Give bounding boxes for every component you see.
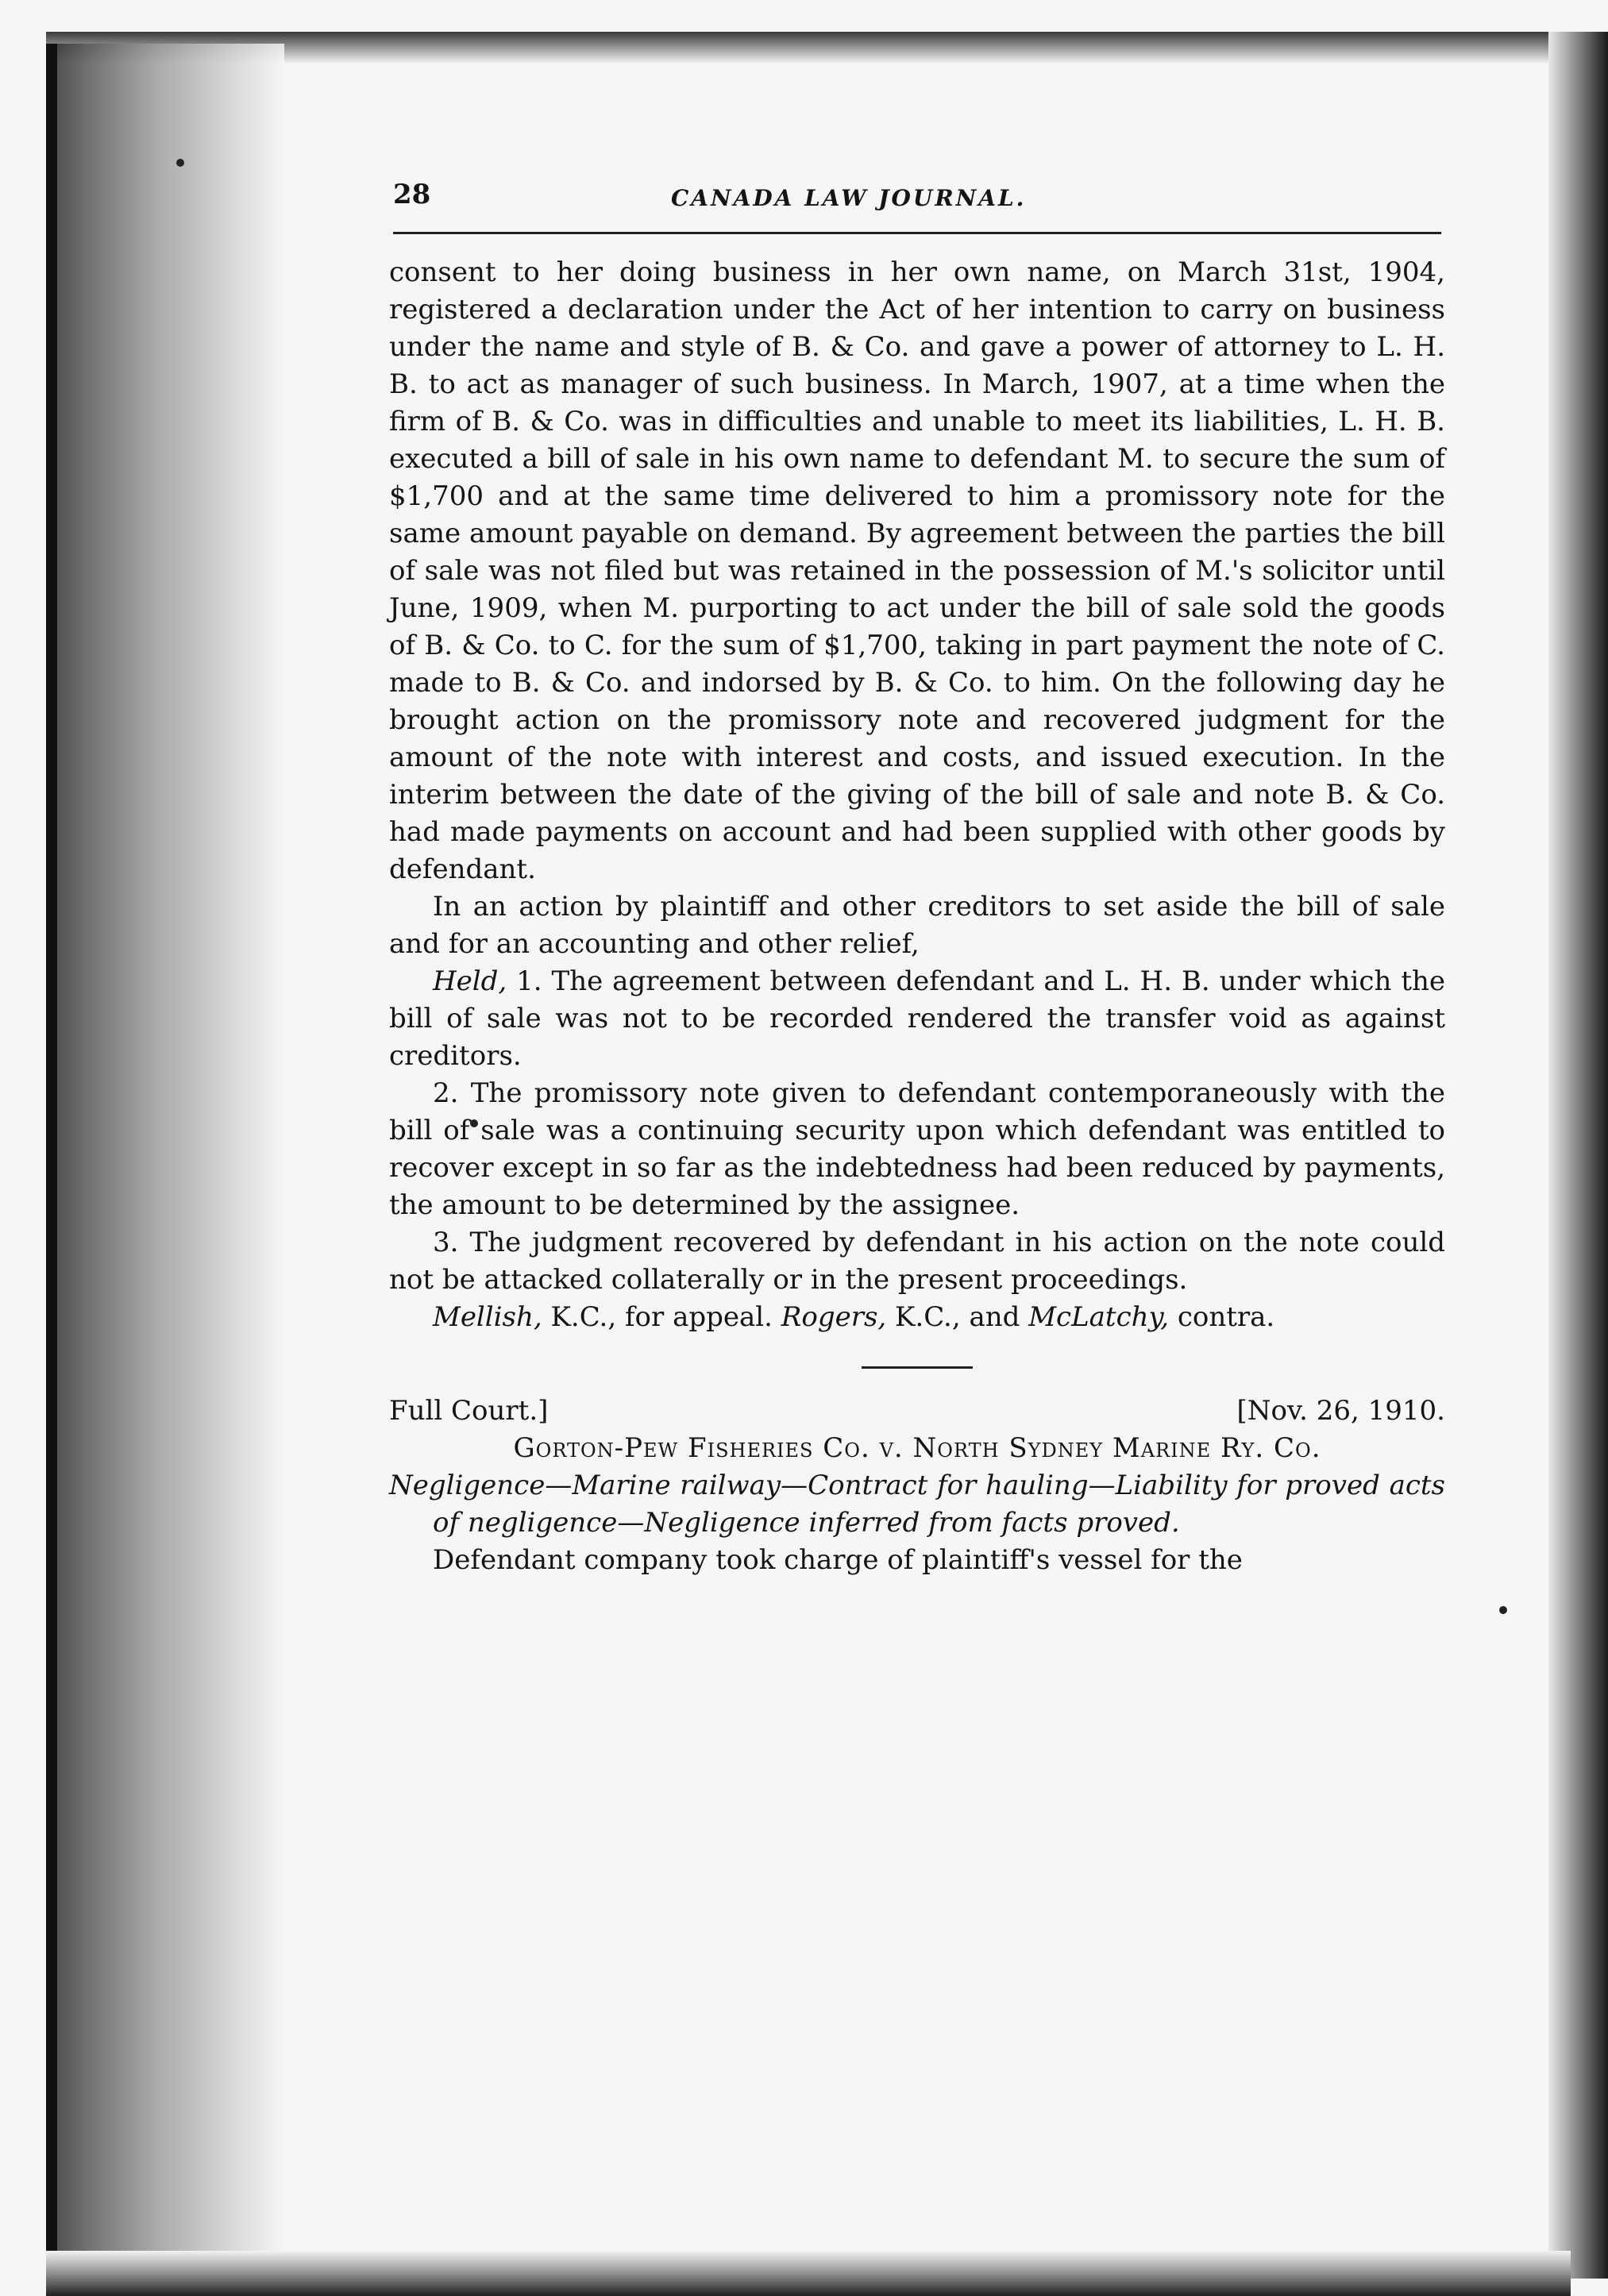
running-title: CANADA LAW JOURNAL. bbox=[671, 185, 1027, 211]
counsel-name: Rogers, bbox=[781, 1301, 887, 1333]
paragraph: In an action by plaintiff and other creditors to set aside the bill of sale and for an accounting and other relief, bbox=[389, 891, 1445, 960]
counsel-text: contra. bbox=[1169, 1301, 1275, 1333]
counsel-text: K.C., and bbox=[886, 1301, 1029, 1333]
paragraph: Defendant company took charge of plaintiff's vessel for the bbox=[433, 1544, 1243, 1576]
binding-shadow bbox=[46, 44, 57, 2275]
paragraph: 3. The judgment recovered by defendant in his action on the note could not be attacked collaterally or in the present proceedings. bbox=[389, 1227, 1445, 1296]
counsel-name: Mellish, bbox=[433, 1301, 542, 1333]
held-label: Held, bbox=[433, 965, 507, 997]
section-separator bbox=[862, 1366, 973, 1369]
held-paragraph bbox=[389, 963, 1445, 1075]
counsel-name: McLatchy, bbox=[1028, 1301, 1170, 1333]
held-text: 1. The agreement between defendant and L. H. B. under which the bill of sale was not to be recorded rendered the transfer void as against creditors. bbox=[389, 965, 1445, 1072]
counsel-line bbox=[389, 1299, 1445, 1336]
scan-edge-bottom bbox=[46, 2251, 1571, 2296]
counsel-text: K.C., for appeal. bbox=[542, 1301, 781, 1333]
court-name: Full Court.] bbox=[389, 1395, 549, 1427]
page-number: 28 bbox=[393, 179, 431, 210]
page-body bbox=[389, 254, 1445, 1579]
scan-edge-right bbox=[1548, 32, 1608, 2279]
headnote: Negligence—Marine railway—Contract for hauling—Liability for proved acts of negligence—Negligence inferred from facts proved. bbox=[389, 1470, 1445, 1539]
case-name: Gorton-Pew Fisheries Co. v. North Sydney Marine Ry. Co. bbox=[513, 1432, 1321, 1464]
decision-date: [Nov. 26, 1910. bbox=[1236, 1395, 1445, 1427]
paragraph: 2. The promissory note given to defendant contemporaneously with the bill of sale was a continuing security upon which defendant was entitled to recover except in so far as the indebtedness had been reduced by payments, the amount to be determined by the assignee. bbox=[389, 1077, 1445, 1221]
page-header bbox=[393, 179, 1441, 234]
scan-edge-left bbox=[46, 44, 284, 2275]
speck bbox=[1499, 1606, 1507, 1614]
header-rule bbox=[393, 232, 1441, 234]
court-line bbox=[389, 1393, 1445, 1430]
paragraph: consent to her doing business in her own name, on March 31st, 1904, registered a declaration under the Act of her intention to carry on business under the name and style of B. & Co. and gave a power of attorney to L. H. B. to act as manager of such business. In March, 1907, at a time when the firm of B. & Co. was in difficulties and unable to meet its liabilities, L. H. B. executed a bill of sale in his own name to defendant M. to secure the sum of $1,700 and at the same time delivered to him a promissory note for the same amount payable on demand. By agreement between the parties the bill of sale was not filed but was retained in the possession of M.'s solicitor until June, 1909, when M. purporting to act under the bill of sale sold the goods of B. & Co. to C. for the sum of $1,700, taking in part payment the note of C. made to B. & Co. and indorsed by B. & Co. to him. On the following day he brought action on the promissory note and recovered judgment for the amount of the note with interest and costs, and issued execution. In the interim between the date of the giving of the bill of sale and note B. & Co. had made payments on account and had been supplied with other goods by defendant. bbox=[389, 256, 1445, 885]
speck bbox=[176, 159, 184, 167]
